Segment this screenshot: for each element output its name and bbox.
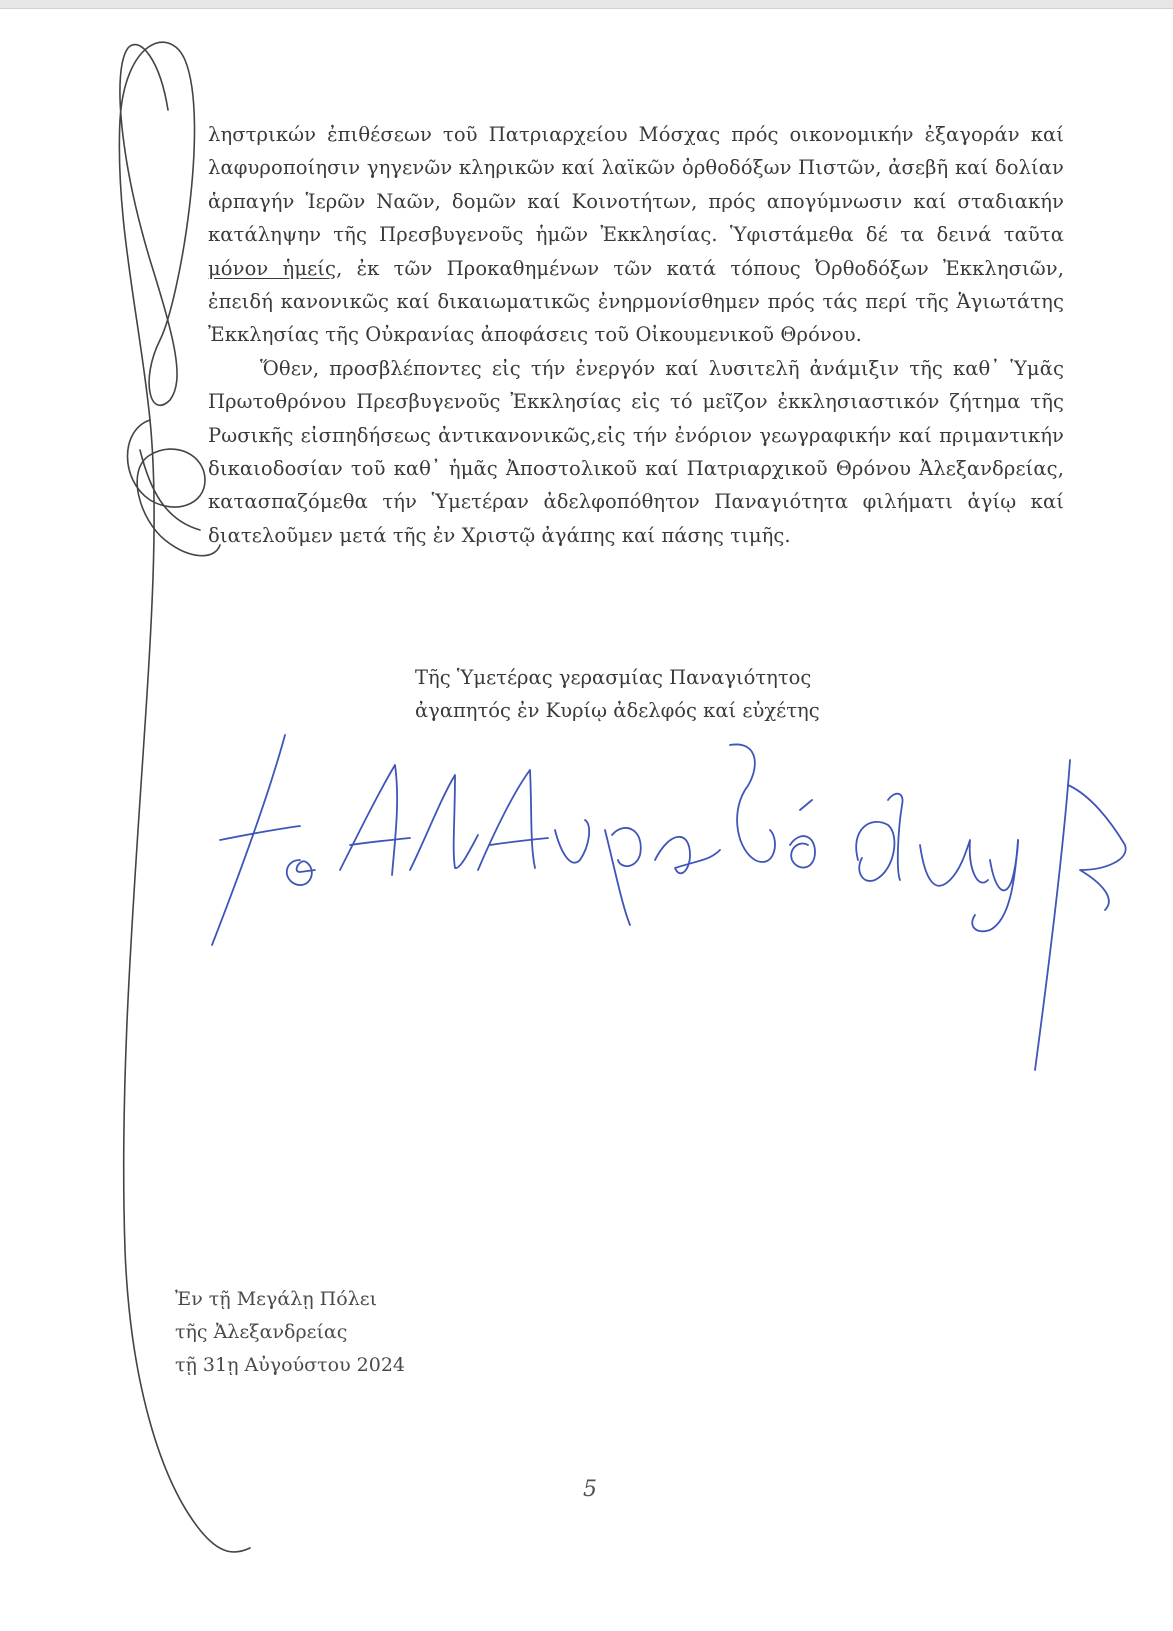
underlined-phrase: μόνον ἡμείς: [208, 256, 337, 280]
text-line: Οἰκουμενικοῦ Θρόνου.: [635, 323, 862, 347]
text-line: καί σταδιακήν κατάληψην τῆς Πρεσβυγενοῦς ἡμῶν Ἐκκλησίας. Ὑφιστάμεθα δέ: [208, 189, 1065, 247]
place-and-date: [175, 1283, 405, 1382]
text-line: ζήτημα τῆς Ρωσικῆς εἰσπηδήσεως ἀντικανονικῶς,εἰς τήν ἐνόριον γεωγραφικήν: [208, 390, 1064, 447]
text-line-part: , ἐκ τῶν Προκαθημένων τῶν κατά τόπους: [336, 256, 801, 280]
closing-line: Τῆς Ὑμετέρας γερασμίας Παναγιότητος: [415, 666, 812, 689]
page-number: 5: [583, 1477, 597, 1502]
text-line: καί λαφυροποίησιν γηγενῶν κληρικῶν καί λαϊκῶν ὀρθοδόξων Πιστῶν, ἀσεβῆ: [208, 123, 1064, 180]
text-line: πρός τάς περί τῆς Ἁγιωτάτης Ἐκκλησίας τῆς Οὐκρανίας ἀποφάσεις τοῦ: [208, 290, 1064, 347]
text-line: ληστρικών ἐπιθέσεων τοῦ Πατριαρχείου Μόσχας πρός οικονομικήν ἐξαγοράν: [208, 123, 1020, 146]
text-line: Ὑμᾶς Πρωτοθρόνου Πρεσβυγενοῦς Ἐκκλησίας εἰς τό μεῖζον ἐκκλησιαστικόν: [208, 356, 1064, 414]
closing-line: ἀγαπητός ἐν Κυρίῳ ἀδελφός καί εὐχέτης: [415, 699, 820, 723]
text-line: Παναγιότητα φιλήματι ἁγίῳ καί διατελοῦμεν μετά τῆς ἐν Χριστῷ ἀγάπης καί: [208, 490, 1064, 547]
text-line: πάσης τιμῆς.: [661, 523, 791, 547]
text-line-part: τα δεινά ταῦτα: [900, 223, 1064, 247]
place-line: Ἐν τῇ Μεγάλῃ Πόλει: [175, 1288, 378, 1310]
text-line: καί πριμαντικήν δικαιοδοσίαν τοῦ καθ᾽ ἡμᾶς Ἀποστολικοῦ καί Πατριαρχικοῦ: [208, 423, 1064, 481]
signature: [212, 735, 1126, 1070]
text-line: Ὅθεν, προσβλέποντες εἰς τήν ἐνεργόν καί λυσιτελῆ ἀνάμιξιν τῆς καθ᾽: [260, 356, 1001, 380]
place-line: τῆς Ἀλεξανδρείας: [175, 1321, 348, 1343]
text-line: Ὀρθοδόξων Ἐκκλησιῶν, ἐπειδή κανονικῶς καί δικαιωματικῶς ἐνηρμονίσθημεν: [208, 256, 1065, 314]
date-line: τῇ 31ῃ Αὐγούστου 2024: [175, 1354, 406, 1376]
text-line: καί δολίαν ἁρπαγήν Ἱερῶν Ναῶν, δομῶν καί Κοινοτήτων, πρός απογύμνωσιν: [208, 156, 1064, 213]
text-line: Θρόνου Ἀλεξανδρείας, κατασπαζόμεθα τήν Ὑμετέραν ἀδελφοπόθητον: [208, 457, 1064, 514]
